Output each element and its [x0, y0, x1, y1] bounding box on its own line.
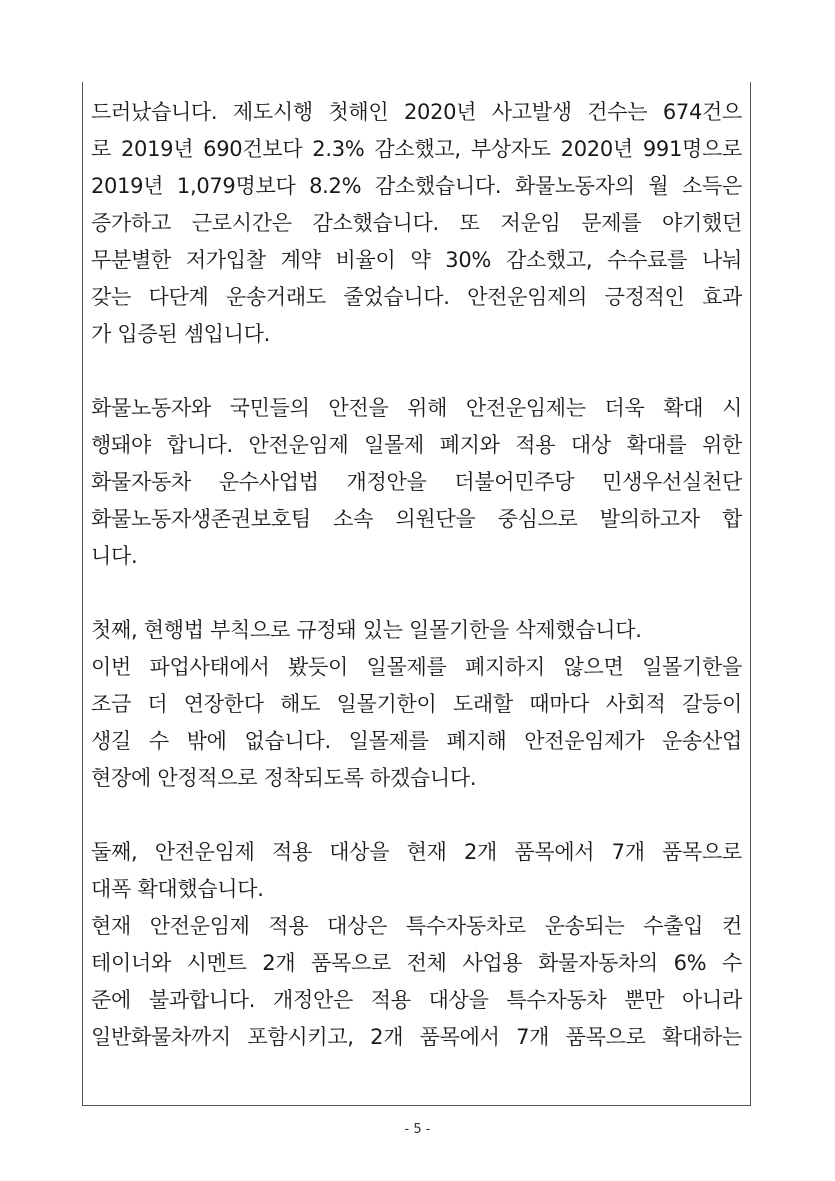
text-line: 대폭 확대했습니다. — [91, 877, 264, 901]
document-frame — [82, 82, 751, 1106]
text-line: 첫째, 현행법 부칙으로 규정돼 있는 일몰기한을 삭제했습니다. — [91, 618, 642, 642]
text-line: 니다. — [91, 544, 138, 568]
text-line: 행돼야 합니다. 안전운임제 일몰제 폐지와 적용 대상 확대를 위한 — [91, 433, 742, 457]
paragraph-results — [91, 94, 742, 353]
text-line: 둘째, 안전운임제 적용 대상을 현재 2개 품목에서 7개 품목으로 — [91, 840, 742, 864]
paragraph-gap — [91, 797, 742, 834]
text-line: 갖는 다단계 운송거래도 줄었습니다. 안전운임제의 긍정적인 효과 — [91, 285, 742, 309]
text-line: 2019년 1,079명보다 8.2% 감소했습니다. 화물노동자의 월 소득은 — [91, 174, 742, 198]
text-line: 증가하고 근로시간은 감소했습니다. 또 저운임 문제를 야기했던 — [91, 211, 742, 235]
text-line: 현장에 안정적으로 정착되도록 하겠습니다. — [91, 766, 477, 790]
text-line: 드러났습니다. 제도시행 첫해인 2020년 사고발생 건수는 674건으 — [91, 100, 742, 124]
text-line: 현재 안전운임제 적용 대상은 특수자동차로 운송되는 수출입 컨 — [91, 914, 742, 938]
text-line: 조금 더 연장한다 해도 일몰기한이 도래할 때마다 사회적 갈등이 — [91, 692, 742, 716]
paragraph-gap — [91, 353, 742, 390]
document-body — [91, 94, 742, 1056]
paragraph-second-point — [91, 834, 742, 1056]
text-line: 일반화물차까지 포함시키고, 2개 품목에서 7개 품목으로 확대하는 — [91, 1025, 742, 1049]
paragraph-expansion — [91, 390, 742, 575]
text-line: 화물노동자생존권보호팀 소속 의원단을 중심으로 발의하고자 합 — [91, 507, 742, 531]
text-line: 가 입증된 셈입니다. — [91, 322, 271, 346]
text-line: 무분별한 저가입찰 계약 비율이 약 30% 감소했고, 수수료를 나눠 — [91, 248, 742, 272]
text-line: 테이너와 시멘트 2개 품목으로 전체 사업용 화물자동차의 6% 수 — [91, 951, 742, 975]
text-line: 이번 파업사태에서 봤듯이 일몰제를 폐지하지 않으면 일몰기한을 — [91, 655, 742, 679]
text-line: 화물노동자와 국민들의 안전을 위해 안전운임제는 더욱 확대 시 — [91, 396, 742, 420]
text-line: 준에 불과합니다. 개정안은 적용 대상을 특수자동차 뿐만 아니라 — [91, 988, 742, 1012]
text-line: 화물자동차 운수사업법 개정안을 더불어민주당 민생우선실천단 — [91, 470, 742, 494]
paragraph-gap — [91, 575, 742, 612]
page-number: - 5 - — [404, 1122, 431, 1137]
text-line: 생길 수 밖에 없습니다. 일몰제를 폐지해 안전운임제가 운송산업 — [91, 729, 742, 753]
paragraph-first-point — [91, 612, 742, 797]
text-line: 로 2019년 690건보다 2.3% 감소했고, 부상자도 2020년 991명으로 — [91, 137, 742, 161]
